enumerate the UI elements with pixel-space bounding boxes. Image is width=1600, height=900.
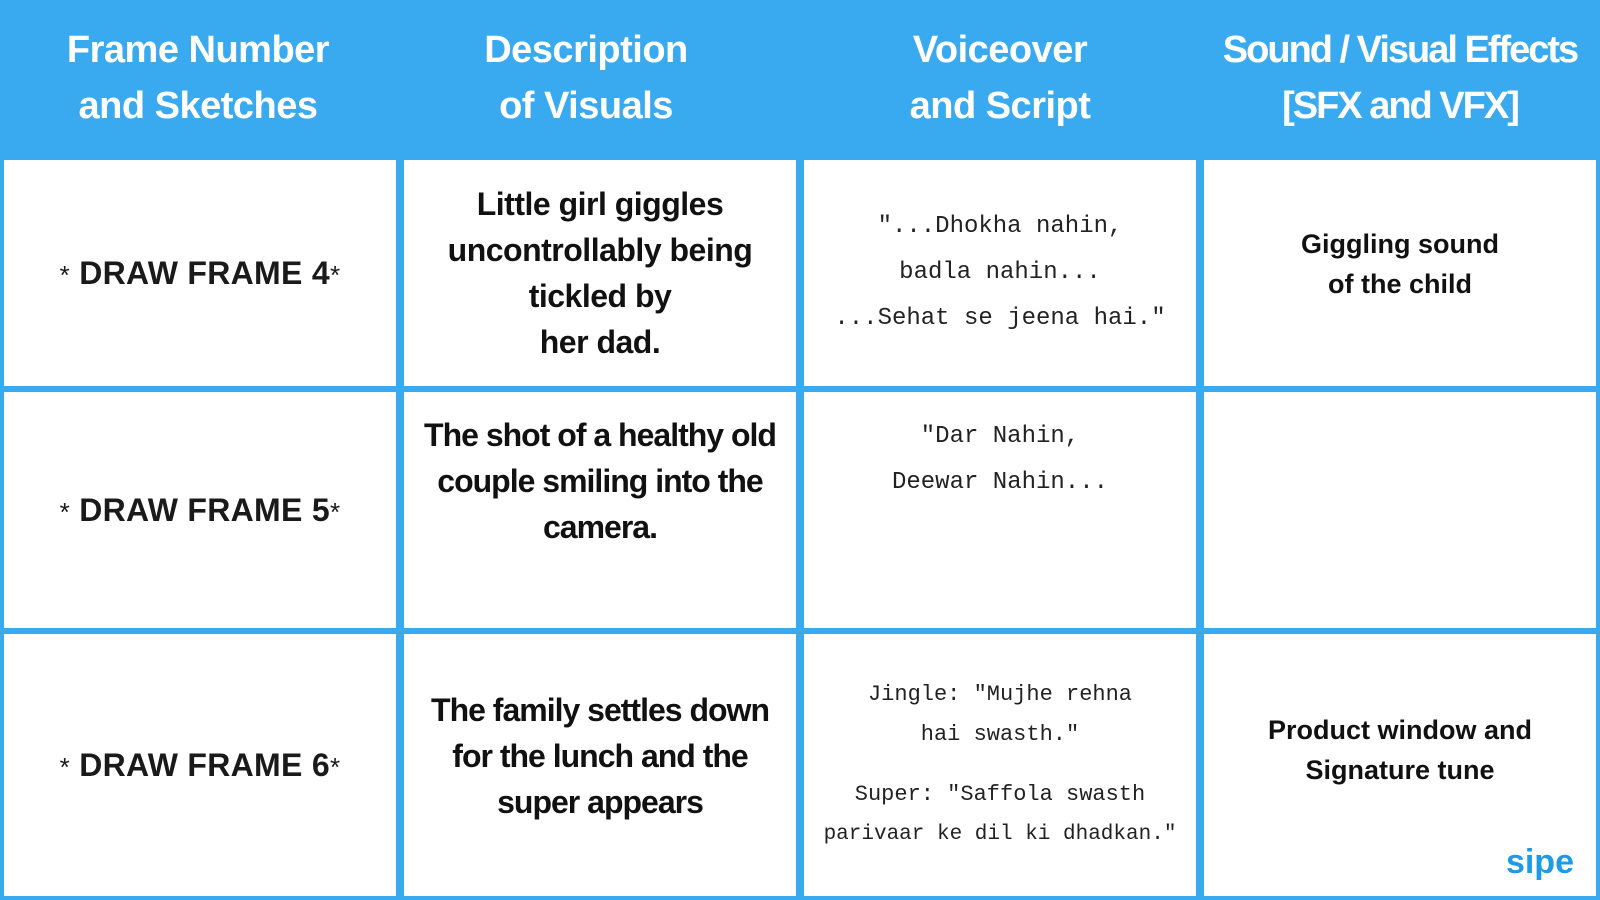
script-line: ...Sehat se jeena hai." [834,305,1166,332]
header-line: Description [484,29,688,71]
header-line: and Script [909,85,1091,127]
script-line: Jingle: "Mujhe rehna [867,682,1133,707]
frame-cell [4,392,396,628]
description-line: for the lunch and the [452,738,748,774]
script-text [824,675,1177,855]
script-line: "Dar Nahin, [920,423,1080,450]
description-line: tickled by [528,278,672,314]
star-icon: * [59,259,71,290]
header-line: of Visuals [499,85,673,127]
header-description [380,0,792,156]
header-line: [SFX and VFX] [1282,85,1518,127]
description-cell [404,392,796,628]
sfx-text [1301,224,1499,304]
script-line: "...Dhokha nahin, [877,213,1123,240]
header-line: and Sketches [78,85,318,127]
script-text [892,414,1108,506]
star-icon: * [329,496,341,527]
sfx-line: Product window and [1268,715,1532,745]
header-voiceover [800,0,1200,156]
frame-label [60,492,341,529]
description-line: her dad. [539,324,661,360]
script-text [834,204,1165,342]
description-line: Little girl giggles [476,186,724,222]
frame-number: DRAW FRAME 5 [79,491,330,528]
description-line: uncontrollably being [447,232,753,268]
frame-cell [4,160,396,386]
description-line: super appears [497,784,703,820]
description-line: The family settles down [431,692,769,728]
sfx-line: Signature tune [1305,755,1495,785]
description-line: camera. [543,509,657,545]
description-text [448,181,753,365]
sfx-cell [1204,392,1596,628]
sfx-cell [1204,160,1596,386]
script-line: Super: "Saffola swasth [854,782,1146,807]
description-text [424,412,776,550]
header-frame-number [0,0,396,156]
script-line: Deewar Nahin... [891,469,1109,496]
frame-label [60,747,341,784]
star-icon: * [59,751,71,782]
sfx-cell [1204,634,1596,896]
frame-label [60,255,341,292]
star-icon: * [329,259,341,290]
script-cell [804,634,1196,896]
header-line: Voiceover [912,29,1088,71]
header-line: Sound / Visual Effects [1222,29,1578,71]
frame-number: DRAW FRAME 4 [79,254,330,291]
script-line: hai swasth." [920,722,1080,747]
description-cell [404,160,796,386]
brand-logo: sipe [1505,843,1574,881]
header-line: Frame Number [66,29,330,71]
header-sfx-vfx [1200,0,1600,156]
description-line: The shot of a healthy old [424,417,776,453]
star-icon: * [329,751,341,782]
description-text [431,687,769,825]
description-line: couple smiling into the [437,463,763,499]
sfx-line: Giggling sound [1301,229,1499,259]
script-cell [804,392,1196,628]
frame-cell [4,634,396,896]
table-header [0,0,1600,156]
script-line: badla nahin... [899,259,1101,286]
script-cell [804,160,1196,386]
description-cell [404,634,796,896]
sfx-line: of the child [1328,269,1472,299]
script-line: parivaar ke dil ki dhadkan." [823,823,1177,846]
sfx-text [1268,710,1532,790]
star-icon: * [59,496,71,527]
frame-number: DRAW FRAME 6 [79,746,330,783]
spacer [824,755,1177,775]
